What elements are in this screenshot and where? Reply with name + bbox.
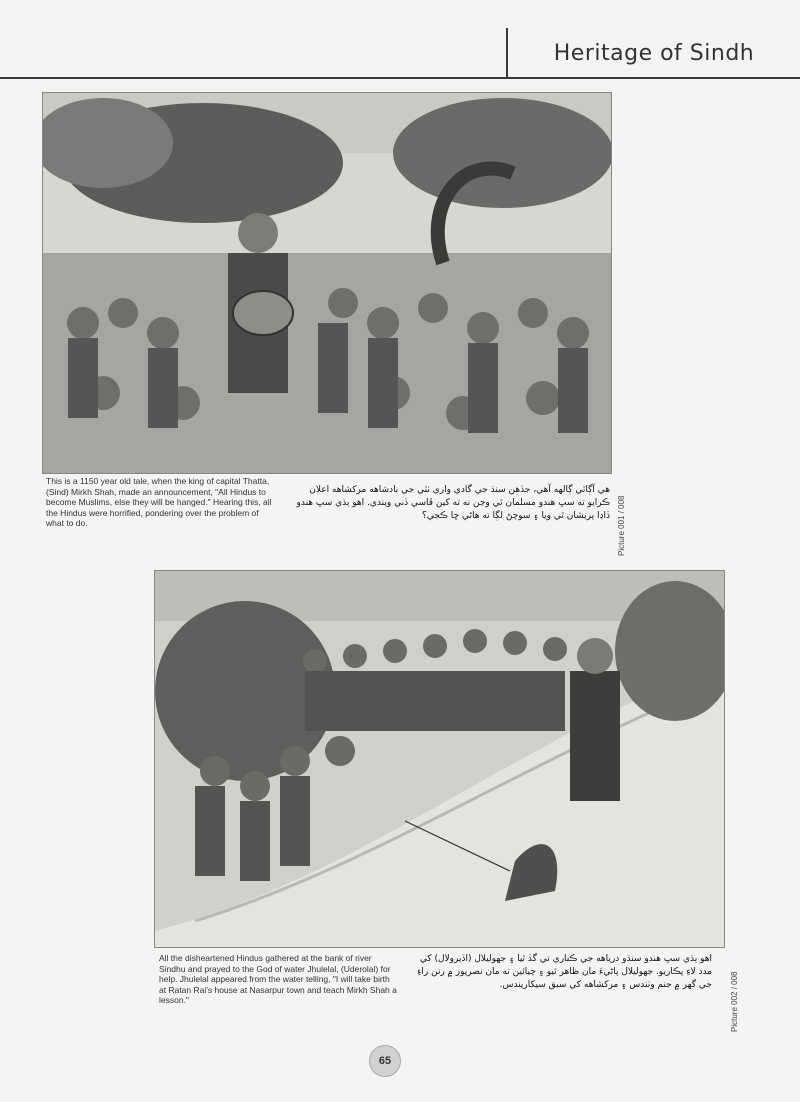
- picture-label-2: Picture 002 / 008: [730, 971, 739, 1032]
- page-header: [0, 0, 800, 78]
- illustration-river-prayer: [154, 570, 725, 948]
- caption-english-1: This is a 1150 year old tale, when the king of capital Thatta, (Sind) Mirkh Shah, made an announcement, "All Hindus to become Muslims, else they will be hanged." Hearing this, all the Hindus were horrified, pondering over the problem of what to do.: [46, 476, 272, 528]
- illustration-king-announcement: [42, 92, 612, 474]
- page-number: 65: [369, 1045, 401, 1077]
- caption-english-2: All the disheartened Hindus gathered at the bank of river Sindhu and prayed to the God of water Jhulelal, (Uderolal) for help. Jhulelal appeared from the water telling, "I will take birth at Ratan Rai's house at Nasarpur town and teach Mirkh Shah a lesson.": [159, 953, 397, 1005]
- caption-sindhi-1: هي آڳاٽي ڳالهه آهي، جڏهن سنڌ جي گادي واري ٺٽي جي بادشاهه مرکشاهه اعلان ڪرايو ته سڀ هندو مسلمان ٿي وڃن نه ته کين ڦاسي ڏني ويندي. اهو ٻڌي سڀ هندو ڏاڍا پريشان ٿي ويا ۽ سوچڻ لڳا ته هاڻي ڇا ڪجي؟: [296, 485, 610, 521]
- title-box: [506, 28, 800, 78]
- page-title: Heritage of Sindh: [553, 40, 755, 66]
- picture-label-1: Picture 001 / 008: [617, 495, 626, 556]
- caption-sindhi-2: اهو ٻڌي سڀ هندو سنڌو درياهه جي ڪناري تي گڏ ٿيا ۽ جهوليلال (اڏيرولال) کي مدد لاءِ پڪاريو. جهوليلال پاڻيءَ مان ظاهر ٿيو ۽ چيائين ته مان نصرپور ۾ رتن راءِ جي گهر ۾ جنم وٺندس ۽ مرکشاهه کي سبق سيکاريندس.: [417, 954, 712, 990]
- header-rule: [0, 77, 800, 79]
